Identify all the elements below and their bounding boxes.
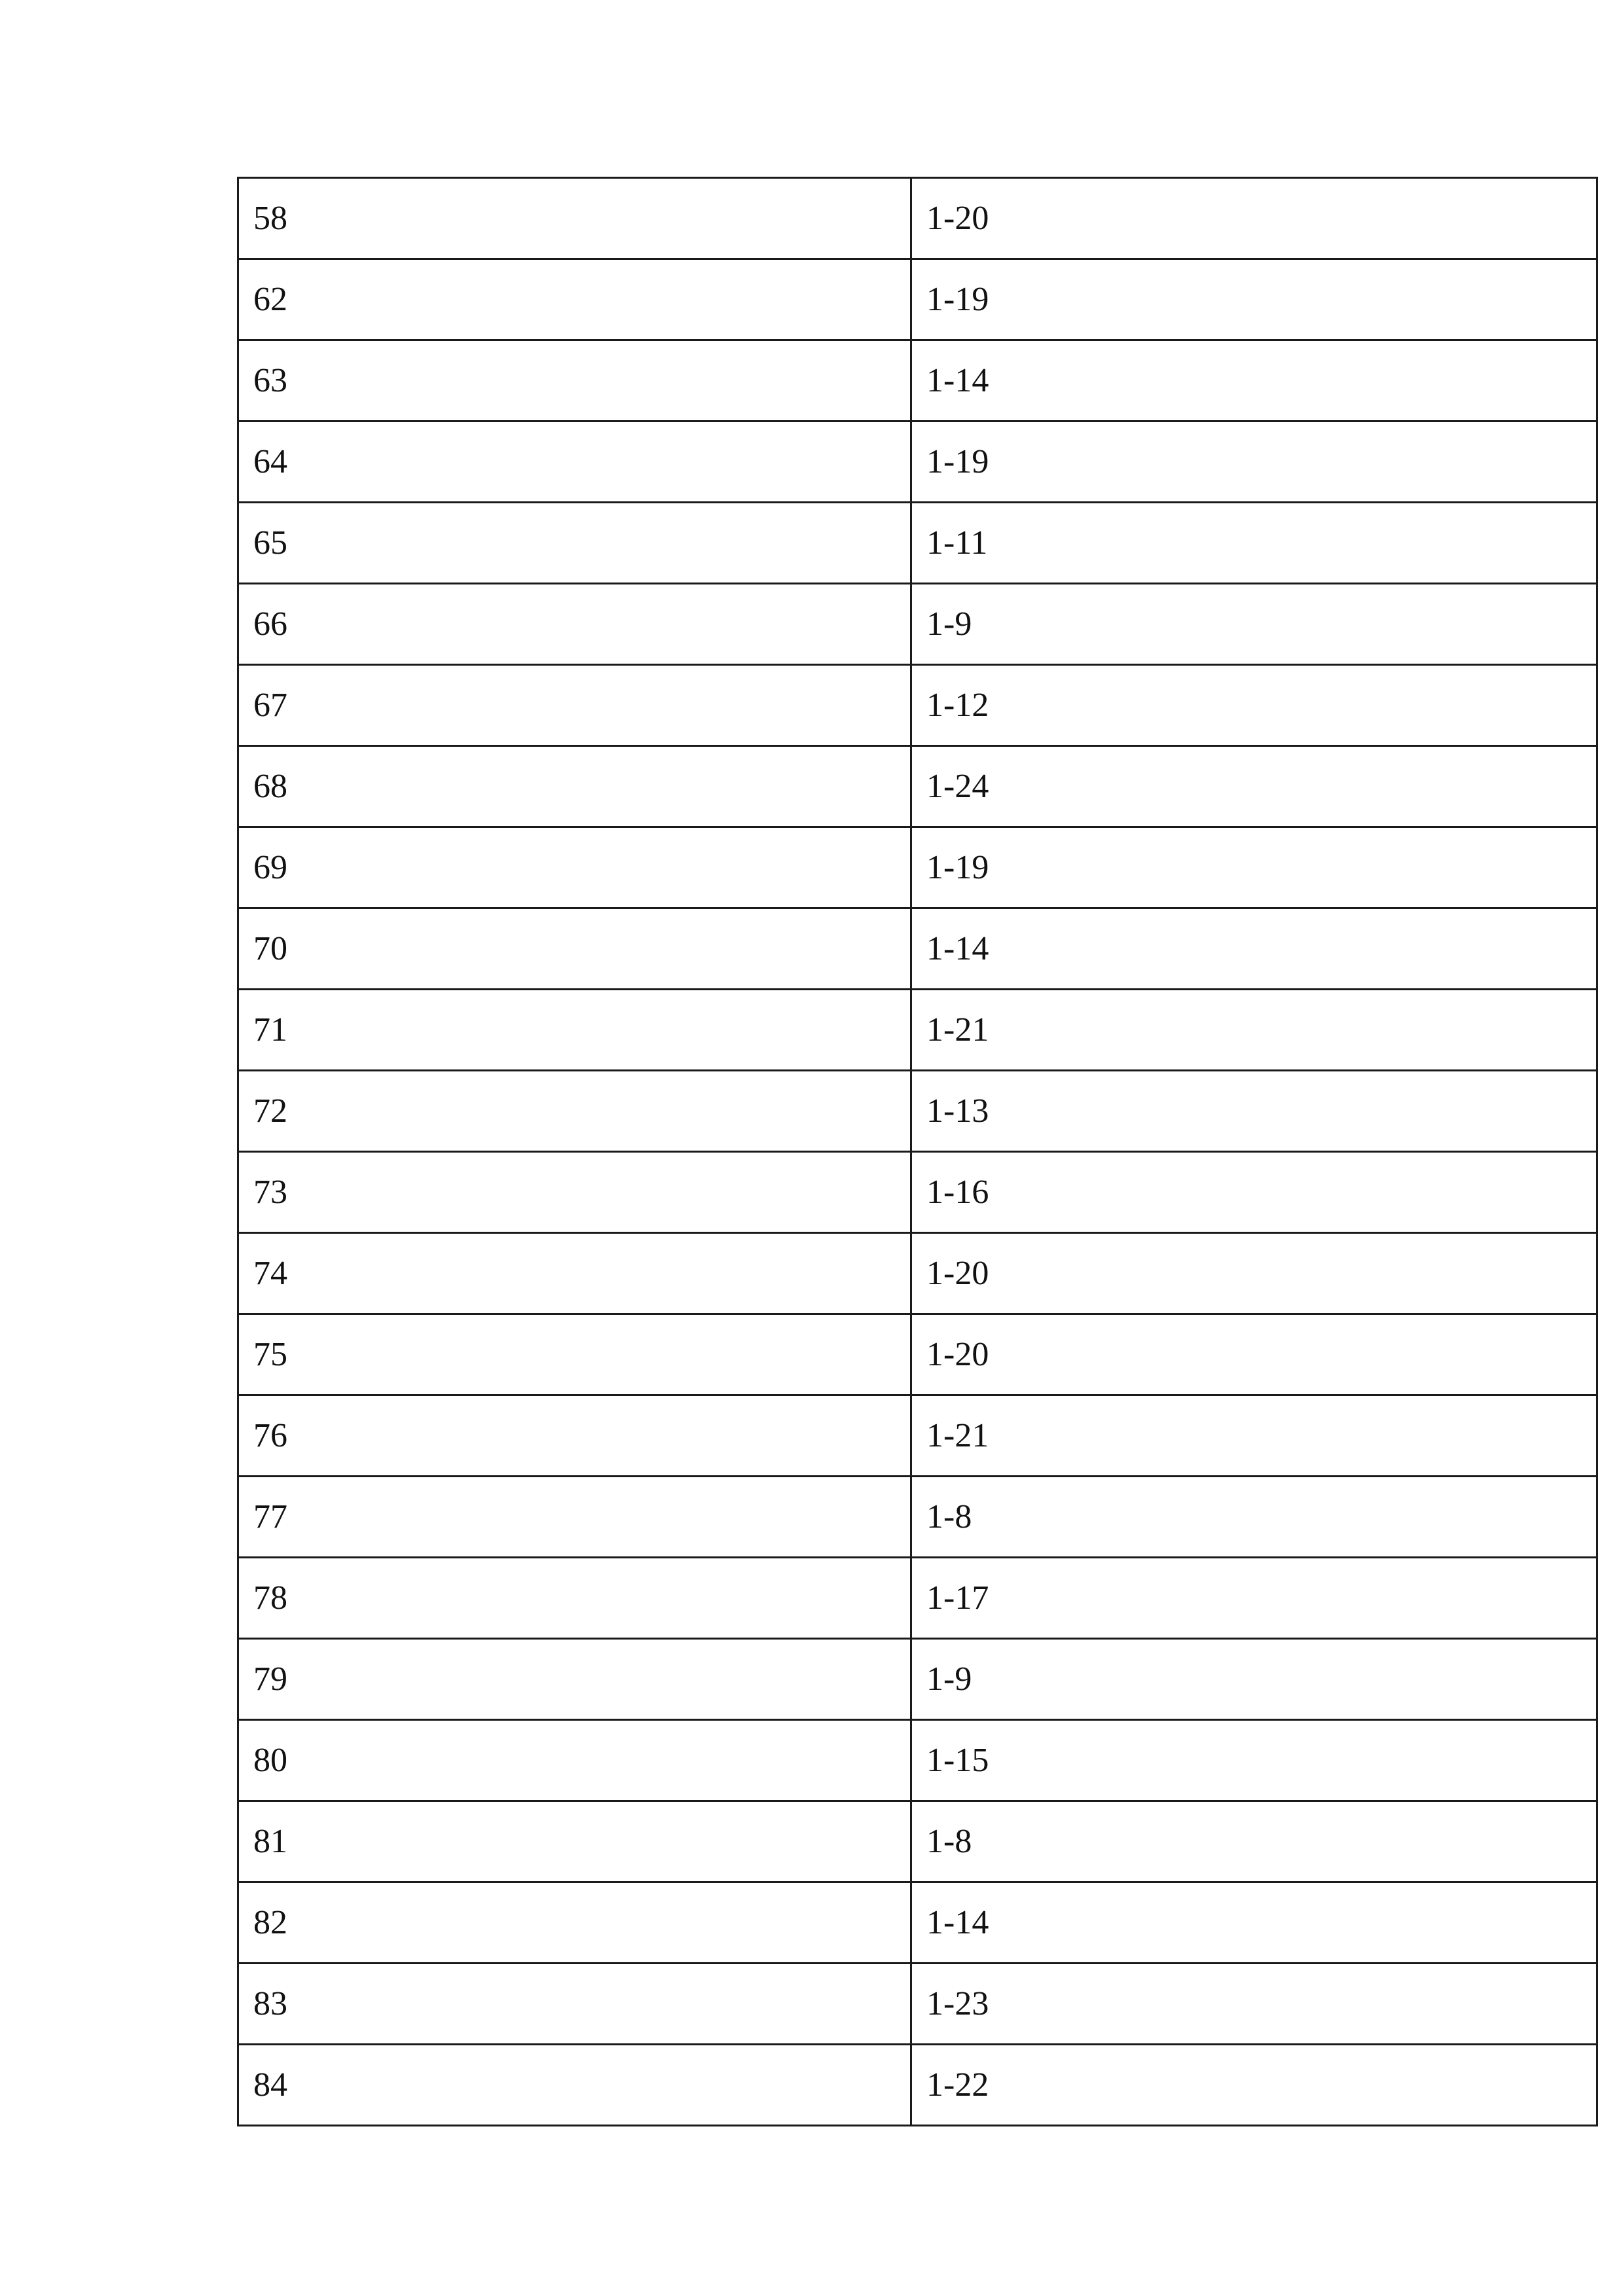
- table-cell-number: 79: [238, 1639, 911, 1720]
- table-row: [238, 584, 1597, 665]
- table-cell-range: 1-8: [911, 1801, 1597, 1882]
- table-row: [238, 1071, 1597, 1152]
- table-cell-range: 1-22: [911, 2045, 1597, 2126]
- table-cell-range: 1-9: [911, 1639, 1597, 1720]
- table-row: [238, 503, 1597, 584]
- table-cell-number: 69: [238, 827, 911, 908]
- table-cell-number: 82: [238, 1882, 911, 1964]
- table-cell-number: 58: [238, 178, 911, 259]
- table-cell-range: 1-14: [911, 340, 1597, 422]
- table-cell-number: 75: [238, 1314, 911, 1395]
- table-cell-number: 83: [238, 1964, 911, 2045]
- table-row: [238, 746, 1597, 827]
- table-cell-number: 64: [238, 422, 911, 503]
- table-cell-range: 1-11: [911, 503, 1597, 584]
- table-cell-range: 1-14: [911, 1882, 1597, 1964]
- table-cell-range: 1-19: [911, 422, 1597, 503]
- table-row: [238, 1801, 1597, 1882]
- table-cell-number: 71: [238, 990, 911, 1071]
- table-row: [238, 178, 1597, 259]
- table-cell-number: 78: [238, 1558, 911, 1639]
- table-cell-number: 67: [238, 665, 911, 746]
- table-row: [238, 1882, 1597, 1964]
- table-row: [238, 1964, 1597, 2045]
- table-body: [238, 178, 1597, 2126]
- table-cell-range: 1-19: [911, 827, 1597, 908]
- table-row: [238, 1639, 1597, 1720]
- table-row: [238, 1233, 1597, 1314]
- table-row: [238, 2045, 1597, 2126]
- table-cell-range: 1-8: [911, 1477, 1597, 1558]
- table-row: [238, 259, 1597, 340]
- table-cell-range: 1-17: [911, 1558, 1597, 1639]
- data-table: [237, 177, 1598, 2126]
- table-row: [238, 422, 1597, 503]
- table-row: [238, 1152, 1597, 1233]
- table-row: [238, 1720, 1597, 1801]
- table-row: [238, 908, 1597, 990]
- table-cell-number: 74: [238, 1233, 911, 1314]
- table-cell-range: 1-24: [911, 746, 1597, 827]
- table-cell-number: 76: [238, 1395, 911, 1477]
- table-cell-range: 1-12: [911, 665, 1597, 746]
- table-cell-range: 1-21: [911, 1395, 1597, 1477]
- table-row: [238, 665, 1597, 746]
- table-cell-range: 1-16: [911, 1152, 1597, 1233]
- table-cell-range: 1-14: [911, 908, 1597, 990]
- table-row: [238, 1477, 1597, 1558]
- table-cell-number: 70: [238, 908, 911, 990]
- table-cell-number: 62: [238, 259, 911, 340]
- table-cell-number: 73: [238, 1152, 911, 1233]
- table-cell-number: 65: [238, 503, 911, 584]
- table-cell-number: 66: [238, 584, 911, 665]
- table-cell-range: 1-20: [911, 1233, 1597, 1314]
- table-cell-range: 1-20: [911, 178, 1597, 259]
- table-row: [238, 1395, 1597, 1477]
- table-row: [238, 1314, 1597, 1395]
- table-cell-range: 1-9: [911, 584, 1597, 665]
- table-cell-number: 81: [238, 1801, 911, 1882]
- table-cell-number: 77: [238, 1477, 911, 1558]
- table-cell-number: 84: [238, 2045, 911, 2126]
- table-cell-range: 1-19: [911, 259, 1597, 340]
- table-cell-range: 1-20: [911, 1314, 1597, 1395]
- table-cell-number: 72: [238, 1071, 911, 1152]
- table-cell-range: 1-23: [911, 1964, 1597, 2045]
- table-row: [238, 340, 1597, 422]
- table-cell-number: 68: [238, 746, 911, 827]
- table-row: [238, 1558, 1597, 1639]
- table-cell-number: 63: [238, 340, 911, 422]
- table-cell-range: 1-13: [911, 1071, 1597, 1152]
- table-cell-number: 80: [238, 1720, 911, 1801]
- table-row: [238, 827, 1597, 908]
- table-cell-range: 1-15: [911, 1720, 1597, 1801]
- table-cell-range: 1-21: [911, 990, 1597, 1071]
- table-row: [238, 990, 1597, 1071]
